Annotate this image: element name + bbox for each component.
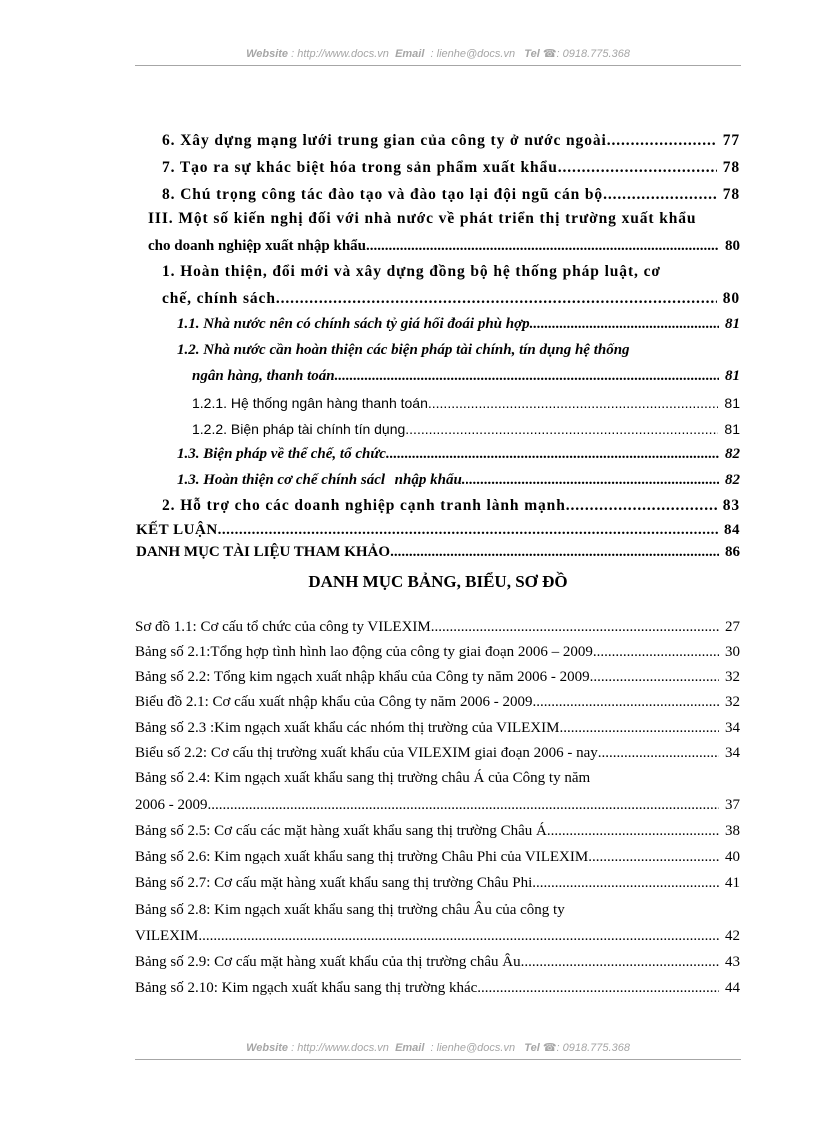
figure-entry-page: 32: [725, 669, 740, 685]
toc-entry-title: 8. Chú trọng công tác đào tạo và đào tạo lại đội ngũ cán bộ: [162, 186, 604, 203]
footer-tel-value: : 0918.775.368: [556, 1042, 630, 1054]
figure-entry-title-cont: 2006 - 2009: [135, 797, 208, 813]
toc-entry-page: 83: [722, 497, 740, 514]
toc-entry[interactable]: [148, 238, 740, 255]
toc-entry[interactable]: [177, 446, 740, 463]
figure-entry[interactable]: [135, 694, 740, 711]
toc-entry-title: DANH MỤC TÀI LIỆU THAM KHẢO: [136, 544, 391, 560]
toc-entry-title: 1.3. Biện pháp về thể chế, tổ chức.: [177, 446, 390, 462]
toc-entry-title: 1.3. Hoàn thiện cơ chế chính sácl: [177, 472, 386, 488]
toc-entry-page: 78: [722, 186, 740, 203]
figure-entry-page: 42: [725, 928, 740, 944]
header-website-link[interactable]: : http://www.docs.vn: [291, 48, 389, 60]
footer-email-label: Email: [395, 1042, 425, 1054]
header-email-label: Email: [395, 48, 425, 60]
toc-entry-title-cont: chế, chính sách: [162, 290, 276, 307]
figure-entry[interactable]: [135, 619, 740, 636]
toc-entry-title: 1.2.2. Biện pháp tài chính tín dụng: [192, 421, 406, 437]
toc-entry-title-cont: cho doanh nghiệp xuất nhập khẩu: [148, 238, 367, 254]
figure-entry[interactable]: [135, 823, 740, 840]
figure-entry[interactable]: [135, 954, 740, 971]
footer-tel-label: Tel: [524, 1042, 540, 1054]
toc-entry-page: 77: [722, 132, 740, 149]
toc-entry-page: 84: [724, 522, 740, 538]
figure-entry-title: Bảng số 2.2: Tổng kim ngạch xuất nhập khẩu của Công ty năm 2006 - 2009: [135, 669, 590, 685]
figure-entry-page: 34: [725, 745, 740, 761]
footer-email-link[interactable]: : lienhe@docs.vn: [430, 1042, 516, 1054]
toc-entry-title: 1.2.1. Hệ thống ngân hàng thanh toán.: [192, 395, 432, 411]
figure-entry-page: 32: [725, 694, 740, 710]
header-tel-value: : 0918.775.368: [556, 48, 630, 60]
figure-entry[interactable]: [135, 875, 740, 892]
toc-entry-page: 78: [722, 159, 740, 176]
toc-entry-title: 7. Tạo ra sự khác biệt hóa trong sản phẩm xuất khẩu: [162, 159, 558, 176]
toc-entry-title: KẾT LUẬN: [136, 522, 218, 538]
figure-entry-title: Bảng số 2.5: Cơ cấu các mặt hàng xuất khẩu sang thị trường Châu Á: [135, 823, 547, 839]
toc-entry[interactable]: [136, 522, 740, 539]
toc-entry[interactable]: [162, 132, 740, 150]
figure-entry-page: 30: [725, 644, 740, 660]
figure-entry-line1[interactable]: [135, 770, 740, 787]
toc-entry-page: 80: [722, 290, 740, 307]
toc-entry[interactable]: [162, 159, 740, 177]
figure-entry[interactable]: [135, 720, 740, 737]
toc-entry-page: 81: [725, 316, 740, 332]
toc-entry-line1[interactable]: [177, 342, 740, 359]
toc-entry[interactable]: [162, 290, 740, 308]
toc-entry[interactable]: [177, 316, 740, 333]
figure-entry-page: 44: [725, 980, 740, 996]
figure-entry-title: Bảng số 2.10: Kim ngạch xuất khẩu sang thị trường khác: [135, 980, 478, 996]
toc-entry[interactable]: [192, 395, 740, 411]
toc-entry[interactable]: [177, 472, 740, 489]
figure-entry[interactable]: [135, 849, 740, 866]
toc-entry-page: 82: [725, 472, 740, 488]
figure-entry-page: 38: [725, 823, 740, 839]
figure-entry-page: 40: [725, 849, 740, 865]
figure-entry-title: Bảng số 2.8: Kim ngạch xuất khẩu sang thị trường châu Âu của công ty: [135, 902, 565, 918]
toc-entry-line1[interactable]: [162, 263, 740, 281]
list-title: DANH MỤC BẢNG, BIỂU, SƠ ĐỒ: [308, 572, 568, 591]
phone-icon: ☎: [542, 1042, 557, 1054]
toc-entry-page: 81: [725, 368, 740, 384]
toc-entry-title-cont: ngân hàng, thanh toán.: [192, 368, 339, 384]
header-email-link[interactable]: : lienhe@docs.vn: [430, 48, 516, 60]
toc-entry-page: 81: [724, 395, 740, 411]
phone-icon: ☎: [542, 48, 557, 60]
figure-entry[interactable]: [135, 980, 740, 997]
figure-entry-page: 37: [725, 797, 740, 813]
figure-entry-title: Bảng số 2.4: Kim ngạch xuất khẩu sang thị trường châu Á của Công ty năm: [135, 770, 591, 786]
figure-entry-title: Bảng số 2.1:Tổng hợp tình hình lao động của công ty giai đoạn 2006 – 2009: [135, 644, 593, 660]
figure-entry-title: Bảng số 2.3 :Kim ngạch xuất khẩu các nhóm thị trường của VILEXIM: [135, 720, 560, 736]
figure-entry[interactable]: [135, 745, 740, 762]
figure-entry-title-cont: VILEXIM: [135, 928, 199, 944]
toc-entry[interactable]: [192, 368, 740, 385]
toc-entry-page: 86: [725, 544, 740, 560]
figure-entry[interactable]: [135, 797, 740, 814]
footer-website-link[interactable]: : http://www.docs.vn: [291, 1042, 389, 1054]
figure-entry[interactable]: [135, 928, 740, 945]
figure-entry-title: Sơ đồ 1.1: Cơ cấu tổ chức của công ty VILEXIM: [135, 619, 431, 635]
header-tel-label: Tel: [524, 48, 540, 60]
figure-entry-title: Bảng số 2.6: Kim ngạch xuất khẩu sang thị trường Châu Phi của VILEXIM: [135, 849, 589, 865]
figure-entry-title: Biểu số 2.2: Cơ cấu thị trường xuất khẩu của VILEXIM giai đoạn 2006 - nay: [135, 745, 598, 761]
toc-entry-title: 6. Xây dựng mạng lưới trung gian của công ty ở nước ngoài: [162, 132, 607, 149]
toc-entry[interactable]: [192, 421, 740, 437]
figure-entry-page: 43: [725, 954, 740, 970]
figure-entry[interactable]: [135, 669, 740, 686]
toc-entry-title-b: nhập khẩu.: [394, 472, 466, 488]
toc-entry[interactable]: [136, 544, 740, 561]
figure-entry-page: 41: [725, 875, 740, 891]
toc-entry[interactable]: [162, 186, 740, 204]
toc-entry-title: III. Một số kiến nghị đối với nhà nước về phát triển thị trường xuất khẩu: [148, 210, 697, 227]
toc-entry-page: 80: [725, 238, 740, 254]
toc-entry-title: 1. Hoàn thiện, đổi mới và xây dựng đồng bộ hệ thống pháp luật, cơ: [162, 263, 661, 280]
toc-entry-title: 1.2. Nhà nước cần hoàn thiện các biện pháp tài chính, tín dụng hệ thống: [177, 342, 630, 358]
figure-entry[interactable]: [135, 644, 740, 661]
figure-entry-page: 34: [725, 720, 740, 736]
header-website-label: Website: [246, 48, 289, 60]
toc-entry[interactable]: [162, 497, 740, 515]
page-header: [135, 47, 741, 66]
figure-entry-line1[interactable]: [135, 902, 740, 919]
toc-entry-title: 1.1. Nhà nước nên có chính sách tỷ giá hối đoái phù hợp.: [177, 316, 534, 332]
toc-entry-page: 81: [724, 421, 740, 437]
figure-entry-title: Bảng số 2.9: Cơ cấu mặt hàng xuất khẩu của thị trường châu Âu: [135, 954, 521, 970]
toc-entry-title: 2. Hỗ trợ cho các doanh nghiệp cạnh tranh lành mạnh: [162, 497, 566, 514]
footer-website-label: Website: [246, 1042, 289, 1054]
toc-entry-line1[interactable]: [148, 210, 740, 228]
toc-entry-page: 82: [725, 446, 740, 462]
figure-entry-title: Bảng số 2.7: Cơ cấu mặt hàng xuất khẩu sang thị trường Châu Phi: [135, 875, 533, 891]
figure-entry-page: 27: [725, 619, 740, 635]
figure-entry-title: Biểu đồ 2.1: Cơ cấu xuất nhập khẩu của Công ty năm 2006 - 2009: [135, 694, 533, 710]
page-footer: [135, 1041, 741, 1060]
